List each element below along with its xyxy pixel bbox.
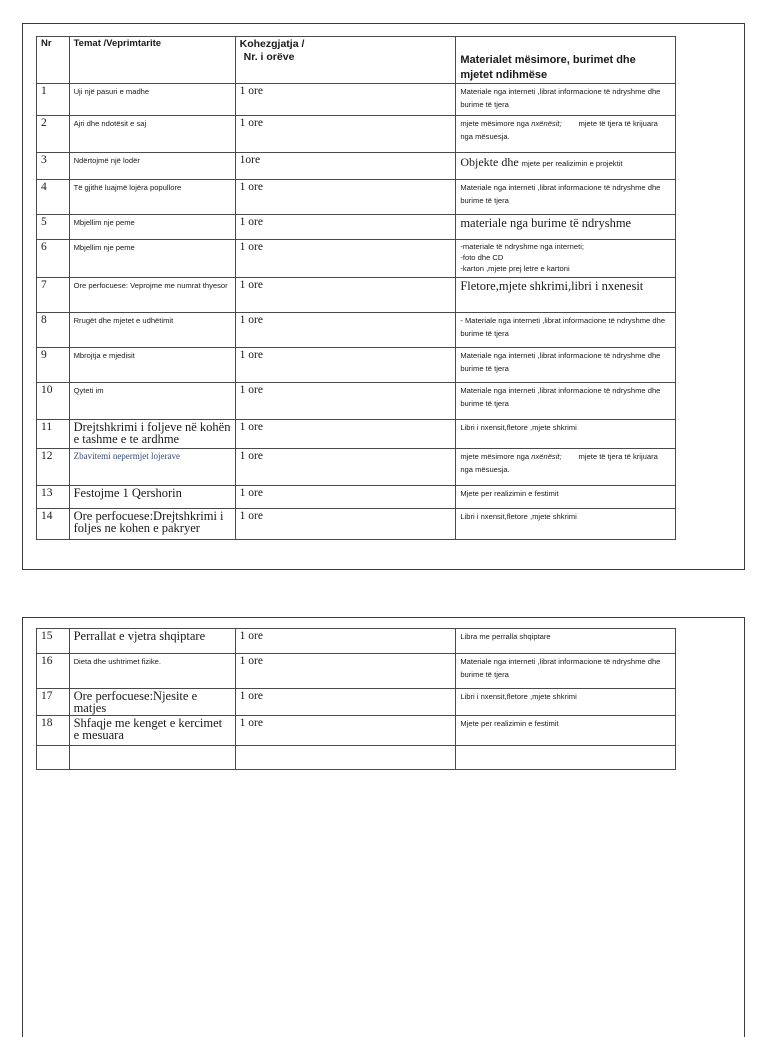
- lesson-plan-table-continued: [36, 628, 676, 770]
- lesson-plan-table: [36, 36, 676, 540]
- row-topic: Qyteti im: [69, 383, 235, 420]
- row-nr: 6: [37, 240, 70, 278]
- table-row: [37, 180, 676, 215]
- row-topic: Mbjellim nje peme: [69, 240, 235, 278]
- row-duration: 1 ore: [235, 180, 456, 215]
- document-page-1: [22, 23, 745, 570]
- table-row: [37, 449, 676, 486]
- table-row: [37, 383, 676, 420]
- row-materials: - Materiale nga interneti ,librat informacione të ndryshme dhe burime të tjera: [456, 313, 676, 348]
- row-topic: Shfaqje me kenget e kercimet e mesuara: [69, 716, 235, 746]
- row-nr: 8: [37, 313, 70, 348]
- row-topic: Perrallat e vjetra shqiptare: [69, 629, 235, 654]
- table-row: [37, 654, 676, 689]
- header-nr: Nr: [37, 37, 70, 84]
- table-row: [37, 716, 676, 746]
- row-materials: Libra me perralla shqiptare: [456, 629, 676, 654]
- header-topics: Temat /Veprimtarite: [69, 37, 235, 84]
- row-duration: 1 ore: [235, 313, 456, 348]
- row-duration: 1ore: [235, 153, 456, 180]
- row-materials: Libri i nxensit,fletore ,mjete shkrimi: [456, 509, 676, 540]
- row-materials: Libri i nxensit,fletore ,mjete shkrimi: [456, 420, 676, 449]
- row-topic: Ore perfocuese:Njesite e matjes: [69, 689, 235, 716]
- row-materials: Materiale nga interneti ,librat informacione të ndryshme dhe burime të tjera: [456, 654, 676, 689]
- row-duration: 1 ore: [235, 449, 456, 486]
- row-topic: Drejtshkrimi i foljeve në kohën e tashme e te ardhme: [69, 420, 235, 449]
- header-materials: Materialet mësimore, burimet dhe mjetet ndihmëse: [456, 37, 676, 84]
- row-duration: 1 ore: [235, 420, 456, 449]
- row-topic: Ore perfocuese: Veprojme me numrat thyesor: [69, 278, 235, 313]
- row-topic: Rrugët dhe mjetet e udhëtimit: [69, 313, 235, 348]
- row-duration: 1 ore: [235, 278, 456, 313]
- table-row: [37, 278, 676, 313]
- table-row: [37, 348, 676, 383]
- row-materials: Materiale nga interneti ,librat informacione të ndryshme dhe burime të tjera: [456, 348, 676, 383]
- row-topic: Mbjellim nje peme: [69, 215, 235, 240]
- row-materials: Materiale nga interneti ,librat informacione të ndryshme dhe burime të tjera: [456, 180, 676, 215]
- table-row: [37, 629, 676, 654]
- row-materials: Mjete per realizimin e festimit: [456, 486, 676, 509]
- row-materials: Materiale nga interneti ,librat informacione të ndryshme dhe burime të tjera: [456, 84, 676, 116]
- materials-line: -foto dhe CD: [460, 253, 504, 262]
- table-row: [37, 313, 676, 348]
- row-nr: 11: [37, 420, 70, 449]
- table-row: [37, 420, 676, 449]
- row-topic: Ore perfocuese:Drejtshkrimi i foljes ne kohen e pakryer: [69, 509, 235, 540]
- table-row: [37, 215, 676, 240]
- row-nr: 1: [37, 84, 70, 116]
- row-topic: Uji një pasuri e madhe: [69, 84, 235, 116]
- row-nr: 10: [37, 383, 70, 420]
- row-topic: Zbavitemi nepermjet lojerave: [69, 449, 235, 486]
- materials-italic: nxënësit;: [531, 452, 562, 461]
- header-duration-line2: Nr. i orëve: [243, 51, 295, 63]
- materials-line: -karton ,mjete prej letre e kartoni: [460, 264, 570, 273]
- row-duration: 1 ore: [235, 509, 456, 540]
- row-materials: [456, 240, 676, 278]
- row-topic: Festojme 1 Qershorin: [69, 486, 235, 509]
- row-nr: 4: [37, 180, 70, 215]
- document-page-2: [22, 617, 745, 1037]
- row-duration: 1 ore: [235, 486, 456, 509]
- materials-italic: nxënësit;: [531, 119, 562, 128]
- empty-cell: [69, 746, 235, 770]
- row-duration: 1 ore: [235, 383, 456, 420]
- row-topic: Ajri dhe ndotësit e saj: [69, 116, 235, 153]
- row-duration: 1 ore: [235, 654, 456, 689]
- header-duration-line1: Kohezgjatja /: [239, 38, 305, 50]
- row-topic: Mbrojtja e mjedisit: [69, 348, 235, 383]
- row-materials: Mjete per realizimin e festimit: [456, 716, 676, 746]
- row-duration: 1 ore: [235, 716, 456, 746]
- table-row-empty: [37, 746, 676, 770]
- row-topic: Dieta dhe ushtrimet fizike.: [69, 654, 235, 689]
- materials-text: mjete të tjera të krijuara nga mësuesja.: [460, 119, 660, 141]
- materials-text: mjete mësimore nga: [460, 452, 532, 461]
- row-duration: 1 ore: [235, 116, 456, 153]
- row-nr: 13: [37, 486, 70, 509]
- materials-text: mjete mësimore nga: [460, 119, 532, 128]
- materials-text: mjete per realizimin e projektit: [521, 159, 623, 168]
- row-duration: 1 ore: [235, 215, 456, 240]
- row-materials: Fletore,mjete shkrimi,libri i nxenesit: [456, 278, 676, 313]
- row-nr: 5: [37, 215, 70, 240]
- row-nr: 15: [37, 629, 70, 654]
- row-topic: Ndërtojmë një lodër: [69, 153, 235, 180]
- row-nr: 2: [37, 116, 70, 153]
- row-duration: 1 ore: [235, 629, 456, 654]
- row-duration: 1 ore: [235, 240, 456, 278]
- row-nr: 9: [37, 348, 70, 383]
- empty-cell: [37, 746, 70, 770]
- table-row: [37, 486, 676, 509]
- materials-text: mjete të tjera të krijuara nga mësuesja.: [460, 452, 660, 474]
- table-header-row: [37, 37, 676, 84]
- row-duration: 1 ore: [235, 348, 456, 383]
- materials-text: Objekte dhe: [460, 155, 522, 169]
- table-row: [37, 240, 676, 278]
- row-nr: 17: [37, 689, 70, 716]
- table-row: [37, 509, 676, 540]
- header-duration: [235, 37, 456, 84]
- row-materials: [456, 116, 676, 153]
- row-materials: materiale nga burime të ndryshme: [456, 215, 676, 240]
- row-duration: 1 ore: [235, 84, 456, 116]
- row-topic: Të gjithë luajmë lojëra popullore: [69, 180, 235, 215]
- table-row: [37, 116, 676, 153]
- row-materials: Materiale nga interneti ,librat informacione të ndryshme dhe burime të tjera: [456, 383, 676, 420]
- row-nr: 14: [37, 509, 70, 540]
- row-nr: 7: [37, 278, 70, 313]
- empty-cell: [456, 746, 676, 770]
- row-materials: [456, 153, 676, 180]
- materials-line: -materiale të ndryshme nga interneti;: [460, 242, 584, 251]
- row-nr: 18: [37, 716, 70, 746]
- table-row: [37, 689, 676, 716]
- row-nr: 16: [37, 654, 70, 689]
- table-row: [37, 84, 676, 116]
- row-materials: Libri i nxensit,fletore ,mjete shkrimi: [456, 689, 676, 716]
- row-nr: 3: [37, 153, 70, 180]
- empty-cell: [235, 746, 456, 770]
- row-materials: [456, 449, 676, 486]
- row-nr: 12: [37, 449, 70, 486]
- row-duration: 1 ore: [235, 689, 456, 716]
- table-row: [37, 153, 676, 180]
